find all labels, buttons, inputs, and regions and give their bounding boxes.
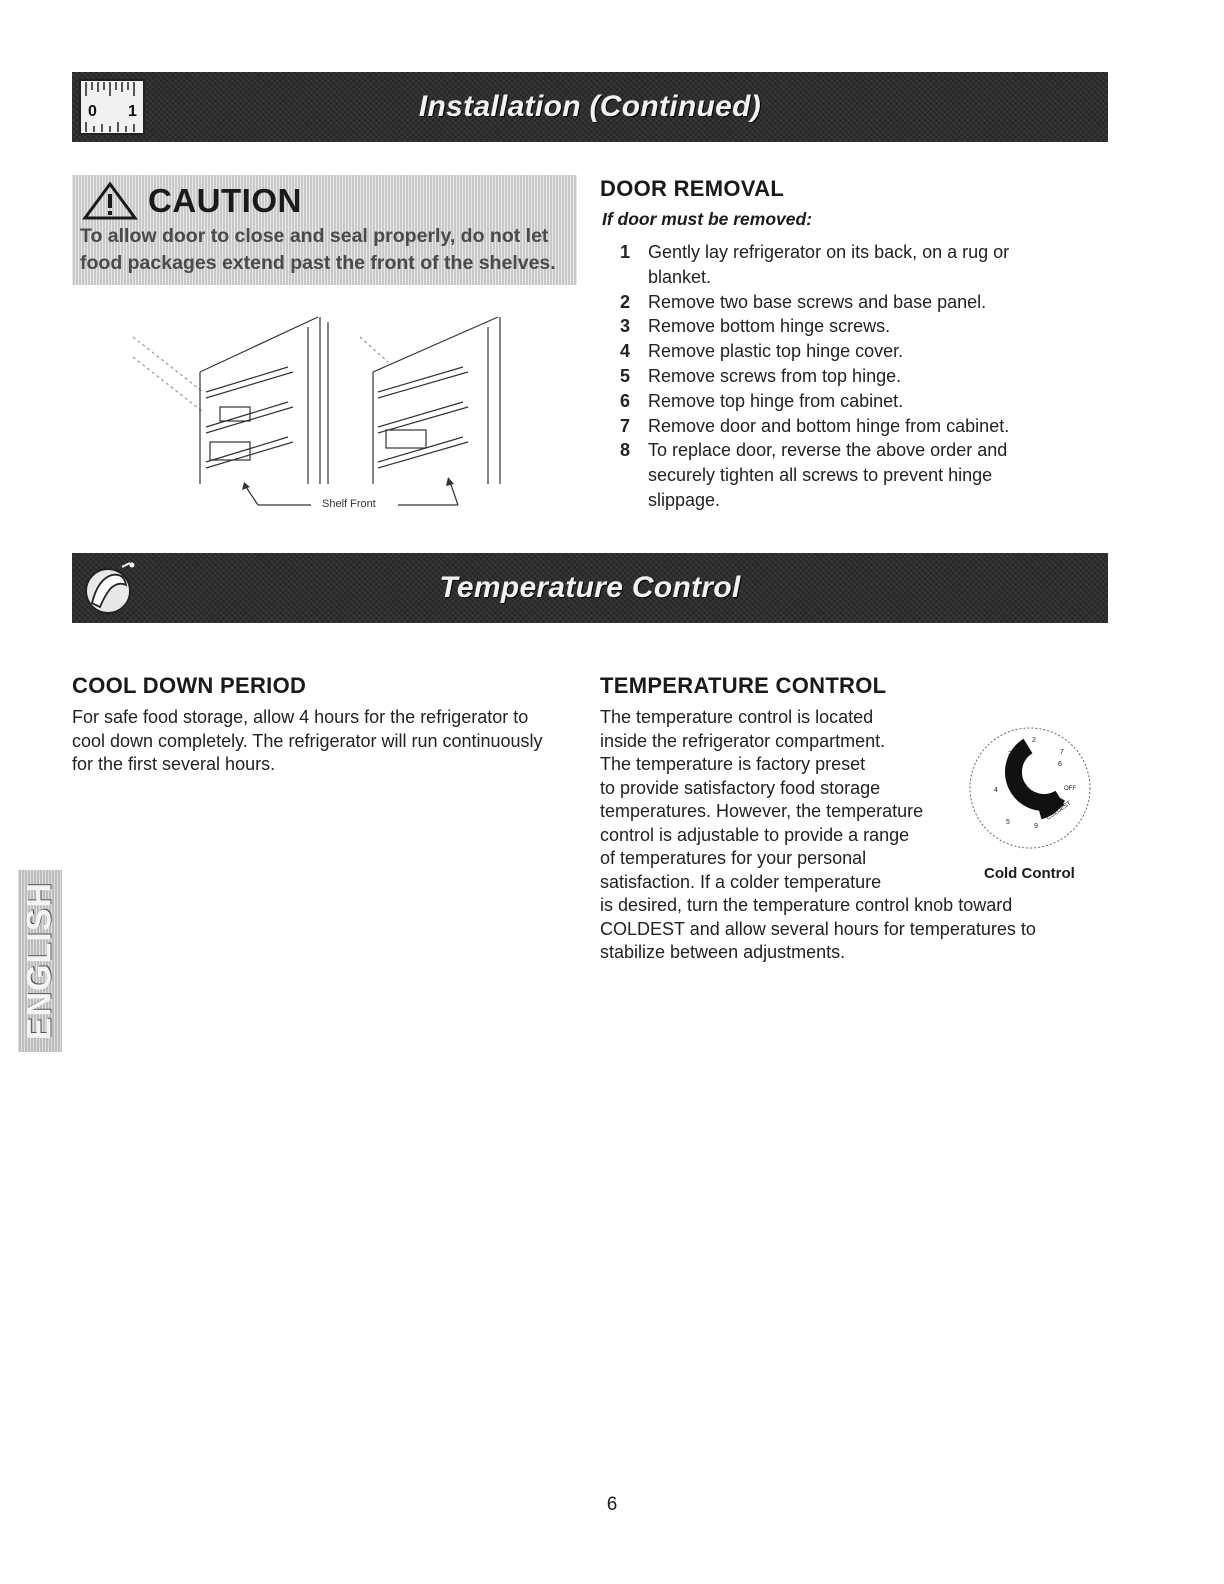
warning-triangle-icon: [82, 181, 138, 221]
shelf-front-caption: Shelf Front: [322, 498, 376, 510]
door-removal-heading: DOOR REMOVAL: [600, 176, 785, 201]
door-removal-subheading: If door must be removed:: [602, 209, 813, 229]
cool-down-heading: COOL DOWN PERIOD: [72, 673, 307, 698]
step-item: [620, 314, 1060, 339]
text-line: The temperature control is located: [600, 707, 874, 727]
step-number: 8: [620, 440, 631, 461]
ruler-mark-0: 0: [88, 103, 97, 120]
step-number: 2: [620, 291, 631, 312]
text-line: temperatures. However, the temperature: [600, 801, 924, 821]
caution-box: [72, 175, 577, 285]
caution-text: To allow door to close and seal properly, do not let food packages extend past the front of the shelves.: [80, 225, 556, 274]
english-tab-label: ENGLISH: [20, 881, 59, 1041]
cold-control-caption: Cold Control: [984, 865, 1075, 882]
step-text: Remove two base screws and base panel.: [648, 291, 987, 312]
step-item: [620, 240, 1060, 290]
step-text: To replace door, reverse the above order and securely tighten all screws to prevent hinge slippage.: [648, 440, 1008, 510]
temperature-banner-title: Temperature Control: [439, 571, 741, 604]
cold-control-dial: [968, 718, 1094, 860]
step-number: 3: [620, 316, 631, 337]
dial-off-label: OFF: [1064, 786, 1076, 792]
text-line: of temperatures for your personal: [600, 848, 867, 868]
text-line: to provide satisfactory food storage: [600, 777, 881, 798]
step-text: Remove top hinge from cabinet.: [648, 390, 904, 411]
temperature-banner: [72, 553, 1108, 623]
dial-mark-4: 4: [994, 787, 998, 794]
page-number: 6: [606, 1494, 618, 1515]
temperature-control-heading: TEMPERATURE CONTROL: [600, 673, 887, 698]
step-item: [620, 339, 1060, 364]
dial-mark-7: 7: [1060, 749, 1064, 756]
english-side-tab: [18, 870, 62, 1052]
step-number: 5: [620, 365, 631, 386]
text-line: is desired, turn the temperature control knob toward: [600, 895, 1013, 915]
installation-banner: [72, 72, 1108, 142]
dial-mark-5: 5: [1006, 819, 1010, 826]
step-text: Gently lay refrigerator on its back, on a rug or blanket.: [648, 242, 1010, 287]
dial-mark-6: 6: [1058, 761, 1062, 768]
step-item: [620, 389, 1060, 414]
step-number: 6: [620, 390, 631, 411]
dial-mark-2: 2: [1032, 737, 1036, 744]
shelf-illustration: [128, 312, 518, 512]
text-line: control is adjustable to provide a range: [600, 824, 910, 845]
step-number: 1: [620, 242, 631, 262]
text-line: stabilize between adjustments.: [600, 942, 846, 962]
step-text: Remove plastic top hinge cover.: [648, 341, 904, 362]
step-item: [620, 438, 1060, 512]
step-text: Remove screws from top hinge.: [648, 365, 902, 386]
step-item: [620, 364, 1060, 389]
text-line: satisfaction. If a colder temperature: [600, 871, 882, 892]
text-line: COLDEST and allow several hours for temperatures to: [600, 918, 1036, 939]
step-item: [620, 290, 1060, 315]
dial-mark-9: 9: [1034, 823, 1038, 830]
dial-mark-3: 3: [1008, 751, 1012, 758]
step-text: Remove door and bottom hinge from cabinet.: [648, 415, 1010, 436]
ruler-mark-1: 1: [128, 103, 137, 120]
caution-title: CAUTION: [148, 182, 302, 219]
text-line: The temperature is factory preset: [600, 754, 866, 774]
cool-down-text: For safe food storage, allow 4 hours for the refrigerator to cool down completely. The refrigerator will run continuously for the first several hours.: [72, 707, 543, 774]
step-item: [620, 414, 1060, 439]
step-text: Remove bottom hinge screws.: [648, 316, 891, 337]
step-number: 4: [620, 341, 631, 362]
dial-coldest-label: COLDEST: [1045, 800, 1073, 822]
installation-banner-title: Installation (Continued): [418, 90, 762, 123]
step-number: 7: [620, 415, 631, 436]
text-line: inside the refrigerator compartment.: [600, 730, 886, 751]
door-removal-steps: [620, 240, 1060, 513]
